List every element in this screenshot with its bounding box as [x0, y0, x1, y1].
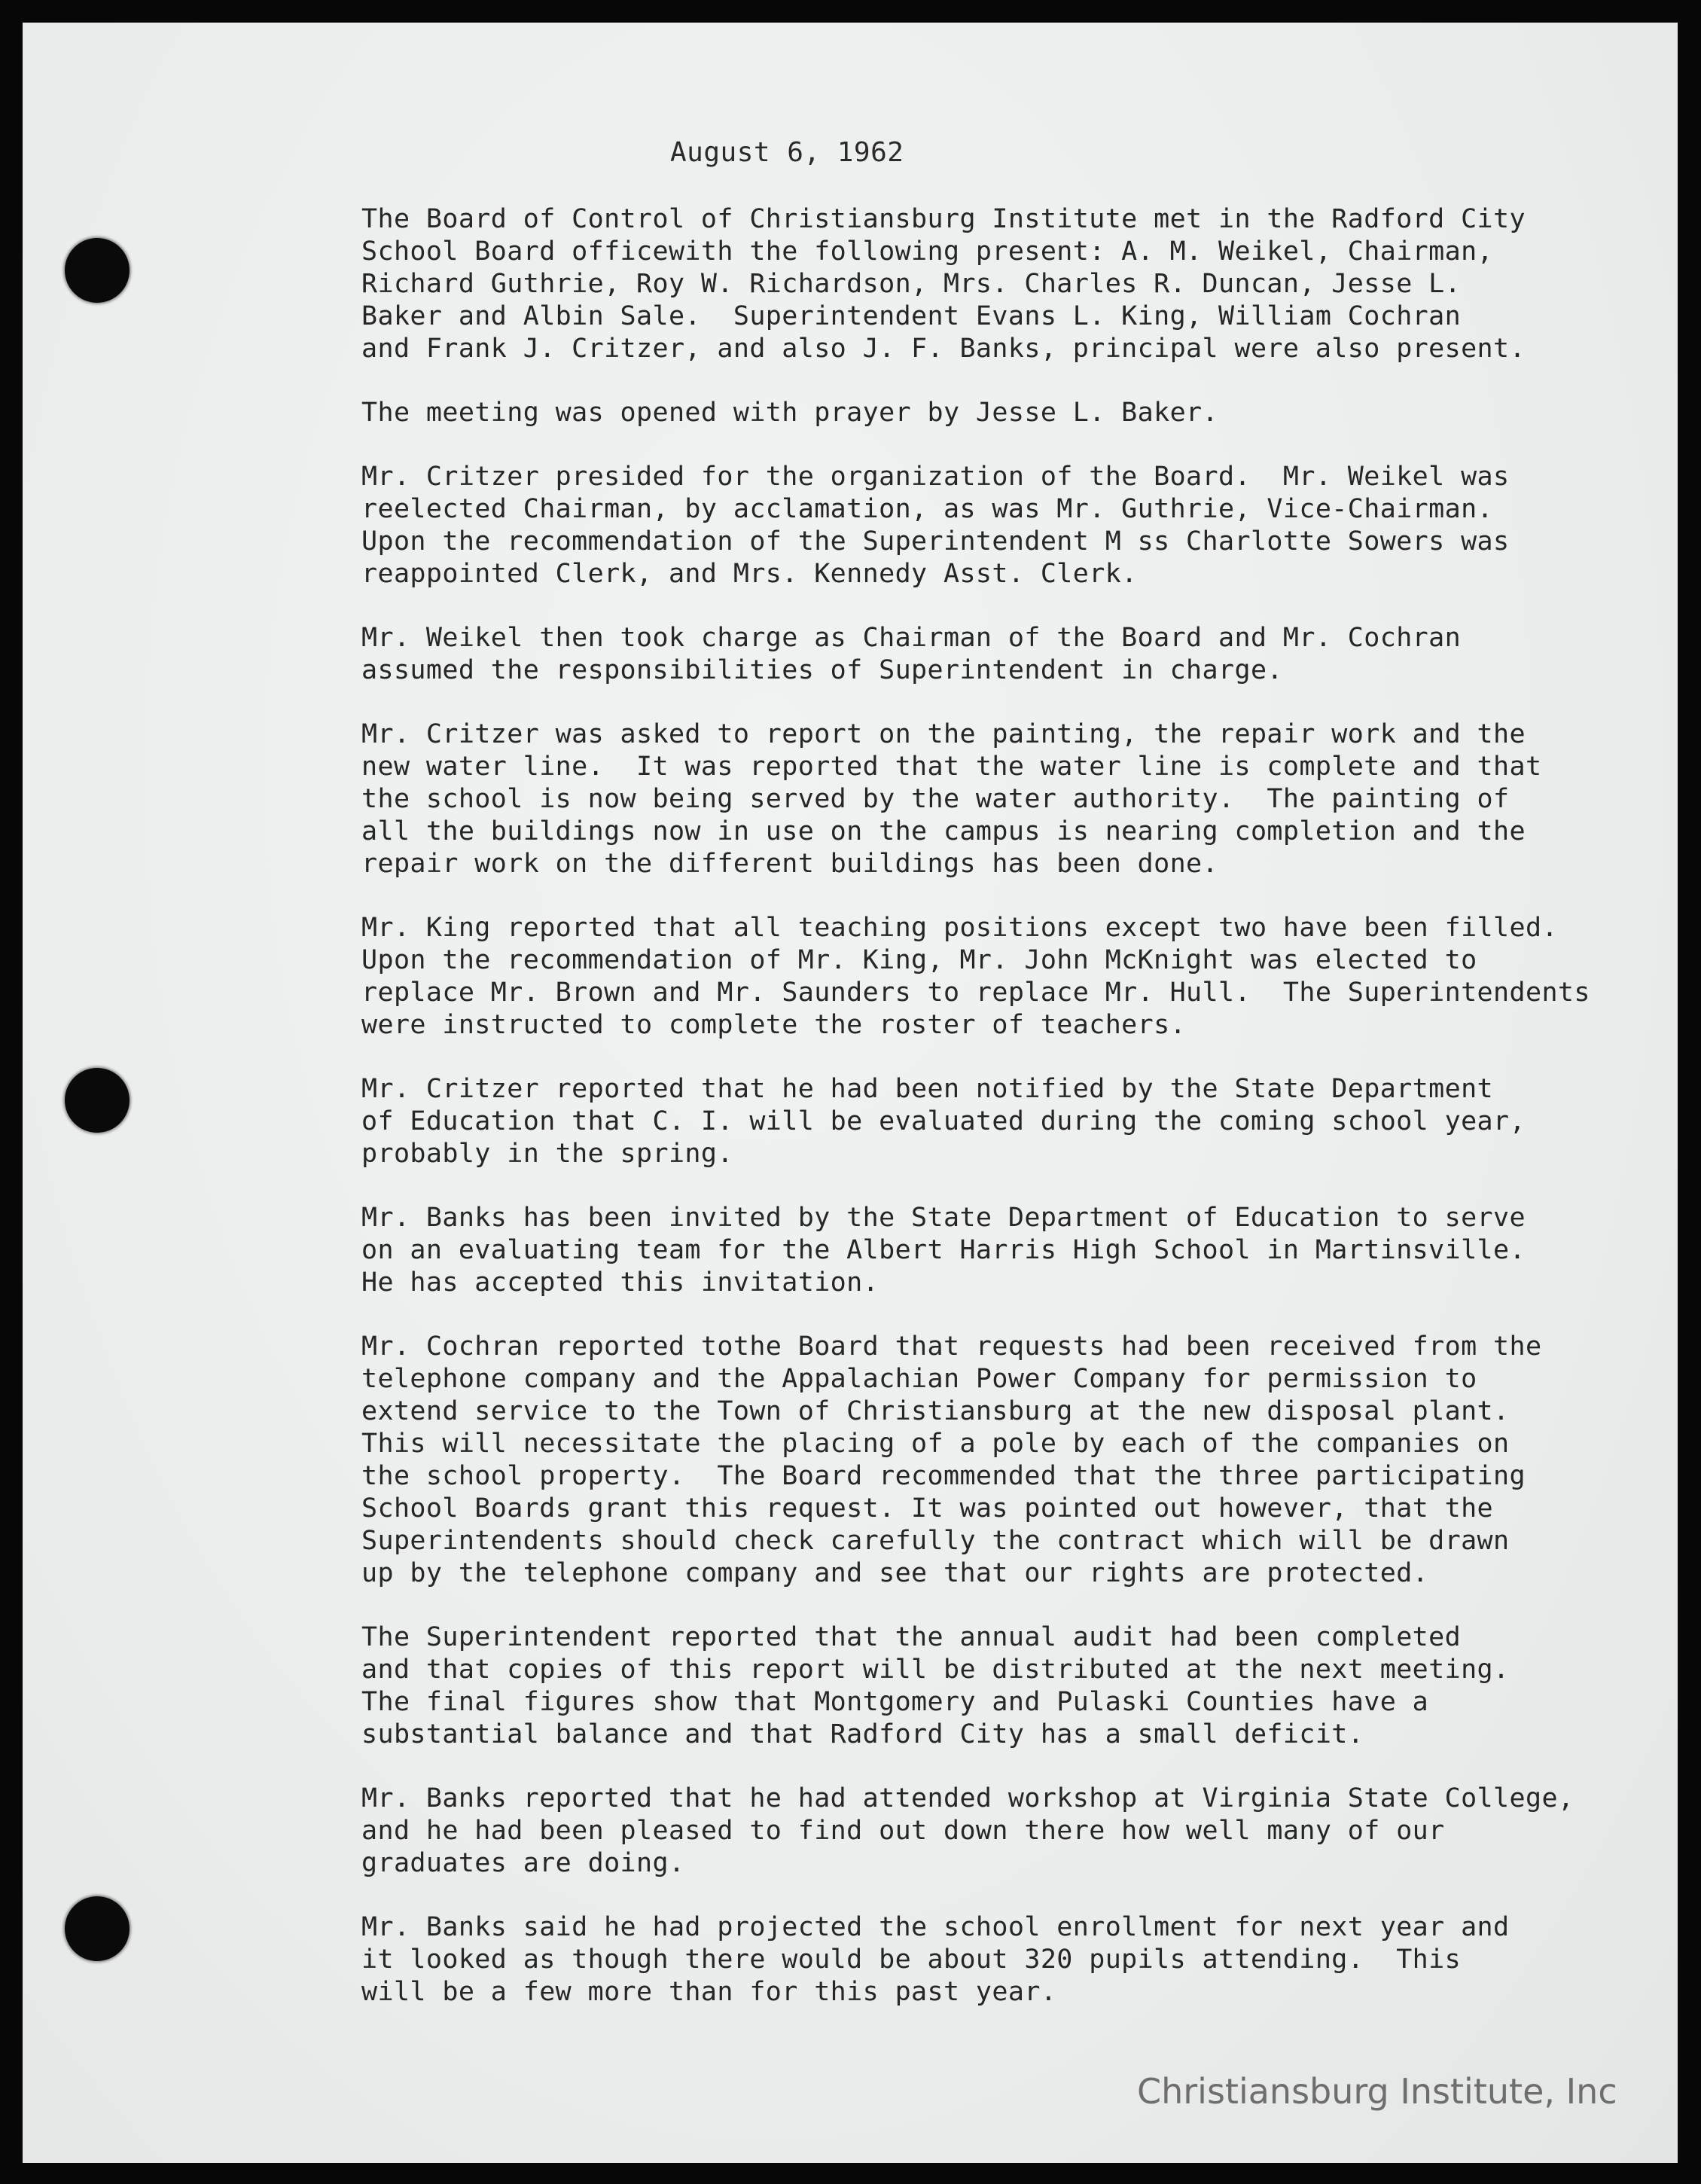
paragraph — [361, 1911, 1649, 2009]
text-line: and that copies of this report will be distributed at the next meeting. — [361, 1655, 1510, 1685]
text-line: replace Mr. Brown and Mr. Saunders to replace Mr. Hull. The Superintendents — [361, 978, 1590, 1008]
text-line: Upon the recommendation of the Superintendent M ss Charlotte Sowers was — [361, 526, 1510, 557]
text-line: will be a few more than for this past year. — [361, 1977, 1057, 2007]
text-line: Superintendents should check carefully the contract which will be drawn — [361, 1526, 1510, 1556]
text-line: Mr. Critzer was asked to report on the painting, the repair work and the — [361, 719, 1526, 749]
document-body — [361, 203, 1649, 2040]
text-line: Upon the recommendation of Mr. King, Mr. John McKnight was elected to — [361, 945, 1477, 975]
text-line: The Board of Control of Christiansburg Institute met in the Radford City — [361, 204, 1526, 234]
text-line: and Frank J. Critzer, and also J. F. Banks, principal were also present. — [361, 334, 1526, 364]
text-line: new water line. It was reported that the water line is complete and that — [361, 752, 1542, 782]
text-line: School Board officewith the following present: A. M. Weikel, Chairman, — [361, 236, 1494, 267]
text-line: He has accepted this invitation. — [361, 1267, 879, 1298]
text-line: telephone company and the Appalachian Power Company for permission to — [361, 1364, 1477, 1394]
text-line: Mr. Banks said he had projected the school enrollment for next year and — [361, 1912, 1510, 1942]
text-line: reelected Chairman, by acclamation, as was Mr. Guthrie, Vice-Chairman. — [361, 494, 1494, 524]
text-line: Mr. Critzer reported that he had been notified by the State Department — [361, 1074, 1494, 1104]
text-line: School Boards grant this request. It was pointed out however, that the — [361, 1493, 1494, 1524]
paragraph — [361, 1331, 1649, 1590]
paragraph — [361, 718, 1649, 880]
text-line: Mr. Critzer presided for the organization of the Board. Mr. Weikel was — [361, 462, 1510, 492]
punch-hole-bottom — [65, 1896, 130, 1961]
text-line: the school property. The Board recommended that the three participating — [361, 1461, 1526, 1491]
paragraph — [361, 1783, 1649, 1880]
paragraph — [361, 622, 1649, 687]
text-line: This will necessitate the placing of a pole by each of the companies on — [361, 1429, 1510, 1459]
paragraph — [361, 912, 1649, 1042]
text-line: repair work on the different buildings has been done. — [361, 849, 1219, 879]
text-line: Baker and Albin Sale. Superintendent Evans L. King, William Cochran — [361, 301, 1462, 331]
text-line: The meeting was opened with prayer by Jesse L. Baker. — [361, 398, 1219, 428]
text-line: Mr. Banks reported that he had attended workshop at Virginia State College, — [361, 1783, 1574, 1813]
text-line: all the buildings now in use on the campus is nearing completion and the — [361, 816, 1526, 846]
text-line: Mr. Cochran reported tothe Board that requests had been received from the — [361, 1331, 1542, 1362]
text-line: on an evaluating team for the Albert Harris High School in Martinsville. — [361, 1235, 1526, 1265]
paragraph — [361, 203, 1649, 365]
text-line: Mr. Weikel then took charge as Chairman of the Board and Mr. Cochran — [361, 623, 1462, 653]
paragraph — [361, 1621, 1649, 1751]
text-line: it looked as though there would be about 320 pupils attending. This — [361, 1945, 1462, 1975]
text-line: were instructed to complete the roster of teachers. — [361, 1010, 1187, 1040]
document-page — [23, 23, 1678, 2163]
text-line: substantial balance and that Radford City has a small deficit. — [361, 1719, 1364, 1749]
text-line: Mr. Banks has been invited by the State Department of Education to serve — [361, 1203, 1526, 1233]
punch-hole-middle — [65, 1068, 130, 1133]
document-date: August 6, 1962 — [670, 137, 904, 168]
punch-hole-top — [65, 238, 130, 303]
paragraph — [361, 397, 1649, 429]
text-line: up by the telephone company and see that our rights are protected. — [361, 1558, 1429, 1588]
text-line: of Education that C. I. will be evaluated during the coming school year, — [361, 1106, 1526, 1136]
paragraph — [361, 461, 1649, 590]
paragraph — [361, 1202, 1649, 1299]
text-line: assumed the responsibilities of Superintendent in charge. — [361, 655, 1283, 685]
watermark-text: Christiansburg Institute, Inc — [1137, 2071, 1617, 2112]
paragraph — [361, 1073, 1649, 1170]
text-line: extend service to the Town of Christiansburg at the new disposal plant. — [361, 1396, 1510, 1426]
text-line: the school is now being served by the water authority. The painting of — [361, 784, 1510, 814]
text-line: The final figures show that Montgomery and Pulaski Counties have a — [361, 1687, 1429, 1717]
text-line: and he had been pleased to find out down there how well many of our — [361, 1816, 1445, 1846]
text-line: Richard Guthrie, Roy W. Richardson, Mrs. Charles R. Duncan, Jesse L. — [361, 269, 1462, 299]
text-line: reappointed Clerk, and Mrs. Kennedy Asst. Clerk. — [361, 559, 1138, 589]
text-line: probably in the spring. — [361, 1139, 733, 1169]
text-line: The Superintendent reported that the annual audit had been completed — [361, 1622, 1462, 1652]
text-line: Mr. King reported that all teaching positions except two have been filled. — [361, 913, 1558, 943]
text-line: graduates are doing. — [361, 1848, 685, 1878]
